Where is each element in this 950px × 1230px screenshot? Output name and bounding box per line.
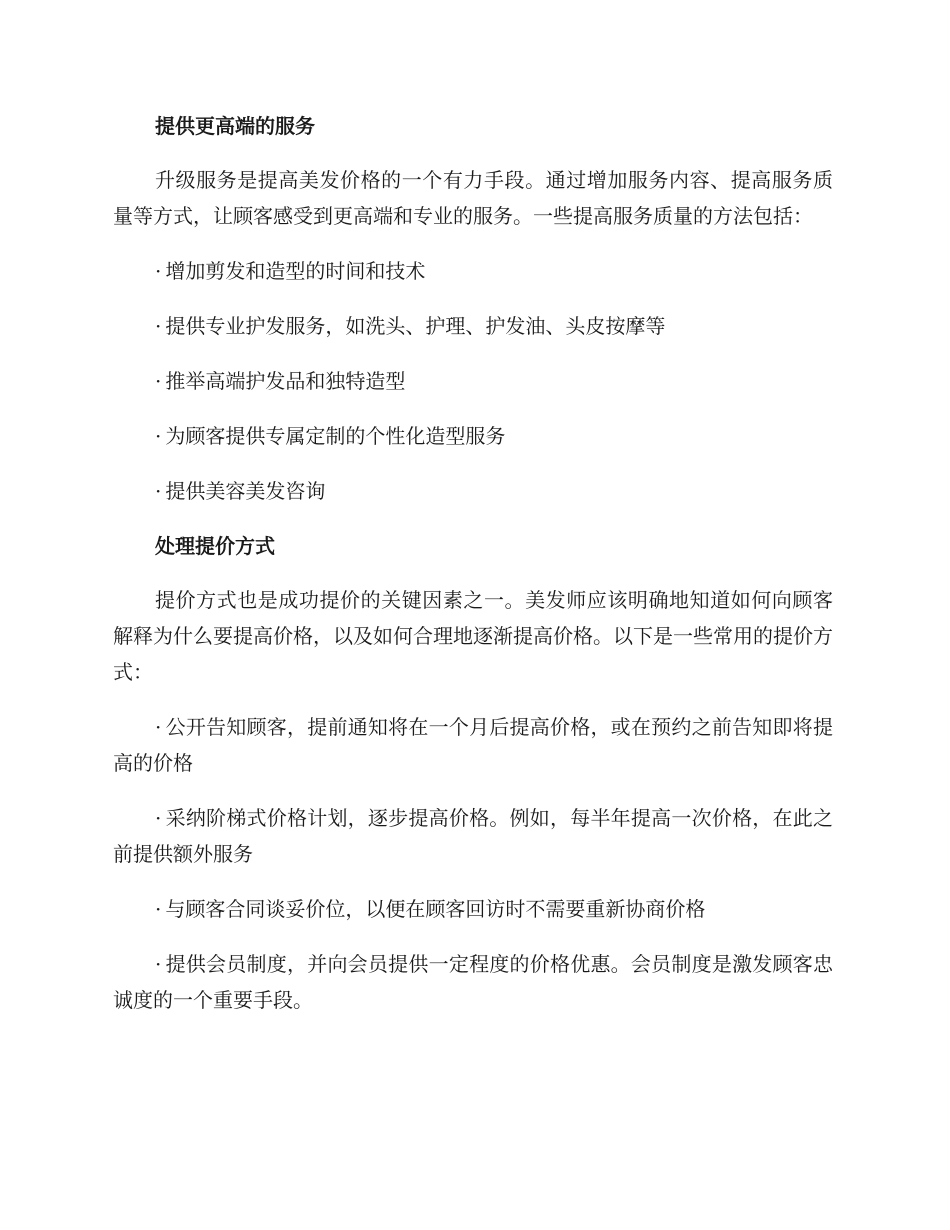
section-intro: 提价方式也是成功提价的关键因素之一。美发师应该明确地知道如何向顾客解释为什么要提高价格，以及如何合理地逐渐提高价格。以下是一些常用的提价方式：: [113, 588, 833, 684]
section-pricing-method: [113, 528, 833, 1018]
list-item: [113, 418, 833, 454]
section-premium-service: [113, 108, 833, 509]
bullet-icon: ·: [155, 314, 162, 338]
list-item-text: 与顾客合同谈妥价位，以便在顾客回访时不需要重新协商价格: [165, 897, 706, 921]
list-item: [113, 800, 833, 872]
bullet-icon: ·: [155, 369, 162, 393]
section-heading: 提供更高端的服务: [155, 114, 315, 138]
document-page: [113, 108, 833, 1037]
bullet-icon: ·: [155, 952, 162, 976]
section-heading: 处理提价方式: [155, 534, 275, 558]
list-item: [113, 891, 833, 927]
bullet-icon: ·: [155, 424, 162, 448]
list-item-text: 采纳阶梯式价格计划，逐步提高价格。例如，每半年提高一次价格，在此之前提供额外服务: [113, 806, 833, 866]
list-item: [113, 363, 833, 399]
bullet-icon: ·: [155, 806, 162, 830]
list-item: [113, 473, 833, 509]
list-item-text: 为顾客提供专属定制的个性化造型服务: [165, 424, 506, 448]
list-item-text: 提供专业护发服务，如洗头、护理、护发油、头皮按摩等: [165, 314, 666, 338]
list-item: [113, 308, 833, 344]
bullet-icon: ·: [155, 715, 162, 739]
list-item-text: 公开告知顾客，提前通知将在一个月后提高价格，或在预约之前告知即将提高的价格: [113, 715, 833, 775]
bullet-icon: ·: [155, 479, 162, 503]
list-item: [113, 253, 833, 289]
bullet-icon: ·: [155, 259, 162, 283]
list-item: [113, 946, 833, 1018]
list-item-text: 提供美容美发咨询: [165, 479, 326, 503]
list-item-text: 提供会员制度，并向会员提供一定程度的价格优惠。会员制度是激发顾客忠诚度的一个重要手段。: [113, 952, 833, 1012]
bullet-icon: ·: [155, 897, 162, 921]
list-item: [113, 709, 833, 781]
list-item-text: 增加剪发和造型的时间和技术: [165, 259, 426, 283]
list-item-text: 推举高端护发品和独特造型: [165, 369, 406, 393]
section-intro: 升级服务是提高美发价格的一个有力手段。通过增加服务内容、提高服务质量等方式，让顾客感受到更高端和专业的服务。一些提高服务质量的方法包括：: [113, 168, 833, 228]
